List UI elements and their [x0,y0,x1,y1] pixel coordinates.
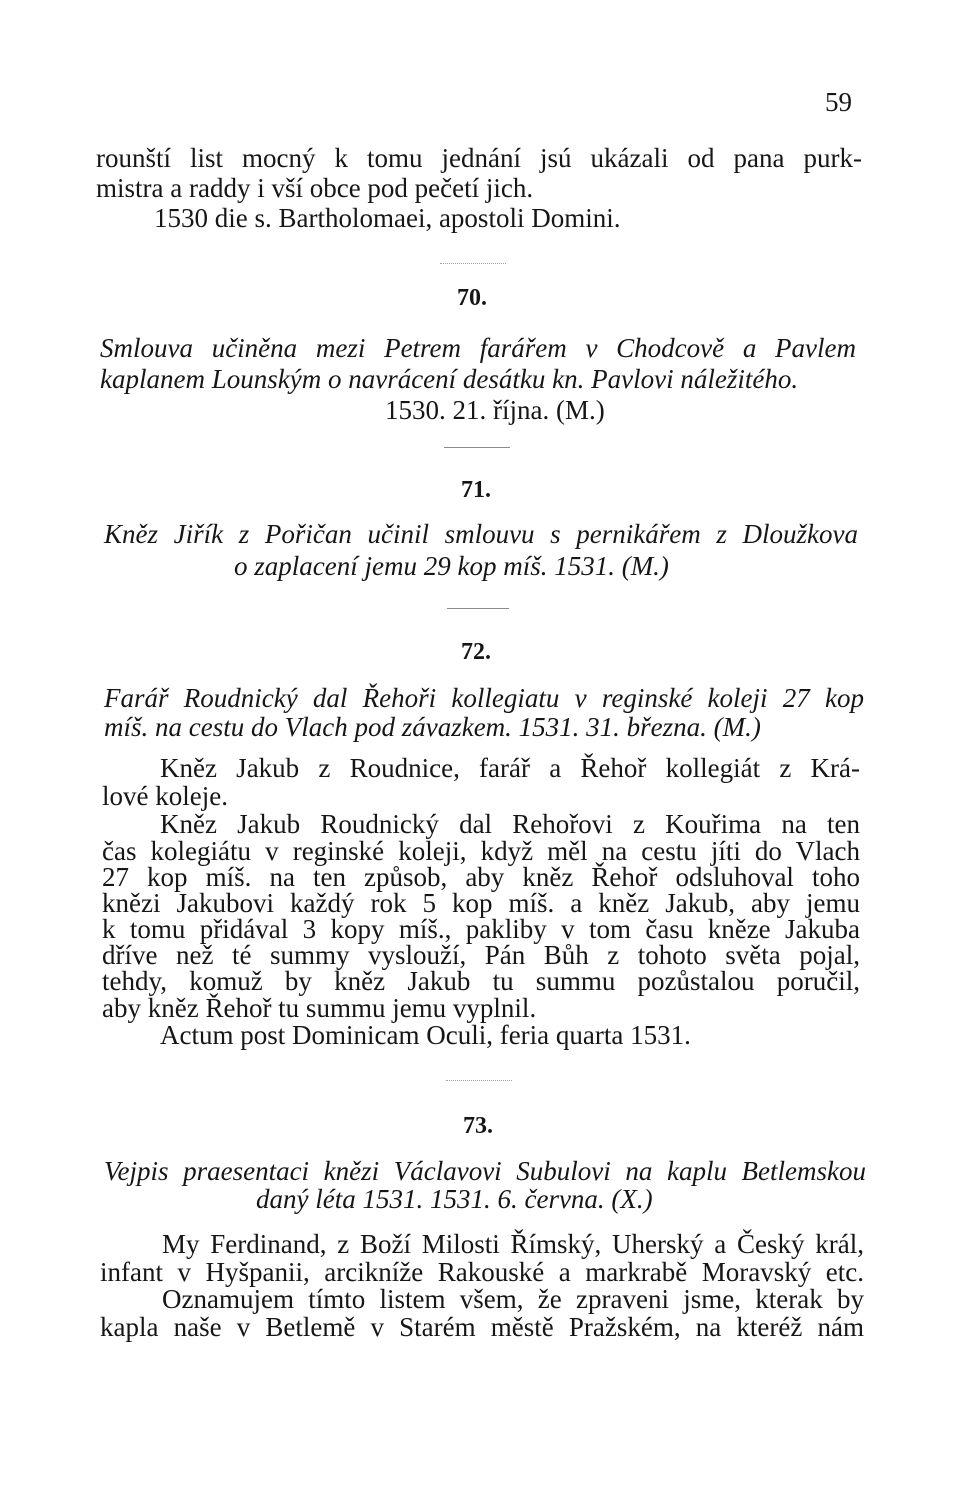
text-line: Kněz Jakub z Roudnice, farář a Řehoř kollegiát z Krá- [160,753,860,783]
text-line: k tomu přidával 3 kopy míš., pakliby v tom času kněze Jakuba [102,914,860,944]
section-divider [446,1080,512,1081]
regest-line: o zaplacení jemu 29 kop míš. 1531. (M.) [234,551,669,581]
regest-line: míš. na cestu do Vlach pod závazkem. 1531. 31. března. (M.) [104,712,761,742]
text-line: kapla naše v Betlemě v Starém městě Pražském, na kteréž nám [100,1312,864,1342]
text-line: My Ferdinand, z Boží Milosti Římský, Uherský a Český král, [162,1229,864,1259]
section-divider [444,447,510,448]
text-line: tehdy, komuž by kněz Jakub tu summu pozůstalou poručil, [102,966,860,996]
regest-line: Kněz Jiřík z Pořičan učinil smlouvu s pernikářem z Dloužkova [104,519,858,549]
document-number: 72. [461,639,491,665]
section-divider [447,608,509,609]
text-line: Oznamujem tímto listem všem, že zpraveni jsme, kterak by [162,1284,864,1314]
page-number: 59 [825,87,852,117]
regest-line: Farář Roudnický dal Řehoři kollegiatu v reginské koleji 27 kop [104,683,864,713]
text-line: čas kolegiátu v reginské koleji, když měl na cestu jíti do Vlach [102,836,860,866]
document-number: 71. [461,477,491,503]
document-number: 70. [457,285,487,311]
section-divider [440,263,506,264]
text-line: Actum post Dominicam Oculi, feria quarta 1531. [160,1020,691,1050]
regest-line: kaplanem Lounským o navrácení desátku kn. Pavlovi náležitého. [100,364,799,394]
text-line: lové koleje. [102,781,228,811]
regest-line: Vejpis praesentaci knězi Václavovi Subulovi na kaplu Betlemskou [104,1156,866,1186]
text-line: rounští list mocný k tomu jednání jsú ukázali od pana purk- [96,143,862,173]
text-line: mistra a raddy i vší obce pod pečetí jich. [96,173,534,203]
text-line: dříve než té summy vyslouží, Pán Bůh z tohoto světa pojal, [102,940,860,970]
regest-date: 1530. 21. října. (M.) [385,395,605,425]
text-line: 1530 die s. Bartholomaei, apostoli Domini. [154,203,621,233]
text-line: Kněz Jakub Roudnický dal Rehořovi z Kouřima na ten [160,809,860,839]
text-line: 27 kop míš. na ten způsob, aby kněz Řehoř odsluhoval toho [102,862,860,892]
regest-line: Smlouva učiněna mezi Petrem farářem v Chodcově a Pavlem [100,333,856,363]
text-line: aby kněz Řehoř tu summu jemu vyplnil. [102,993,537,1023]
document-number: 73. [463,1113,493,1139]
text-line: knězi Jakubovi každý rok 5 kop míš. a kněz Jakub, aby jemu [102,888,860,918]
text-line: infant v Hyšpanii, arcikníže Rakouské a markrabě Moravský etc. [100,1257,864,1287]
regest-line: daný léta 1531. 1531. 6. června. (X.) [256,1184,653,1214]
